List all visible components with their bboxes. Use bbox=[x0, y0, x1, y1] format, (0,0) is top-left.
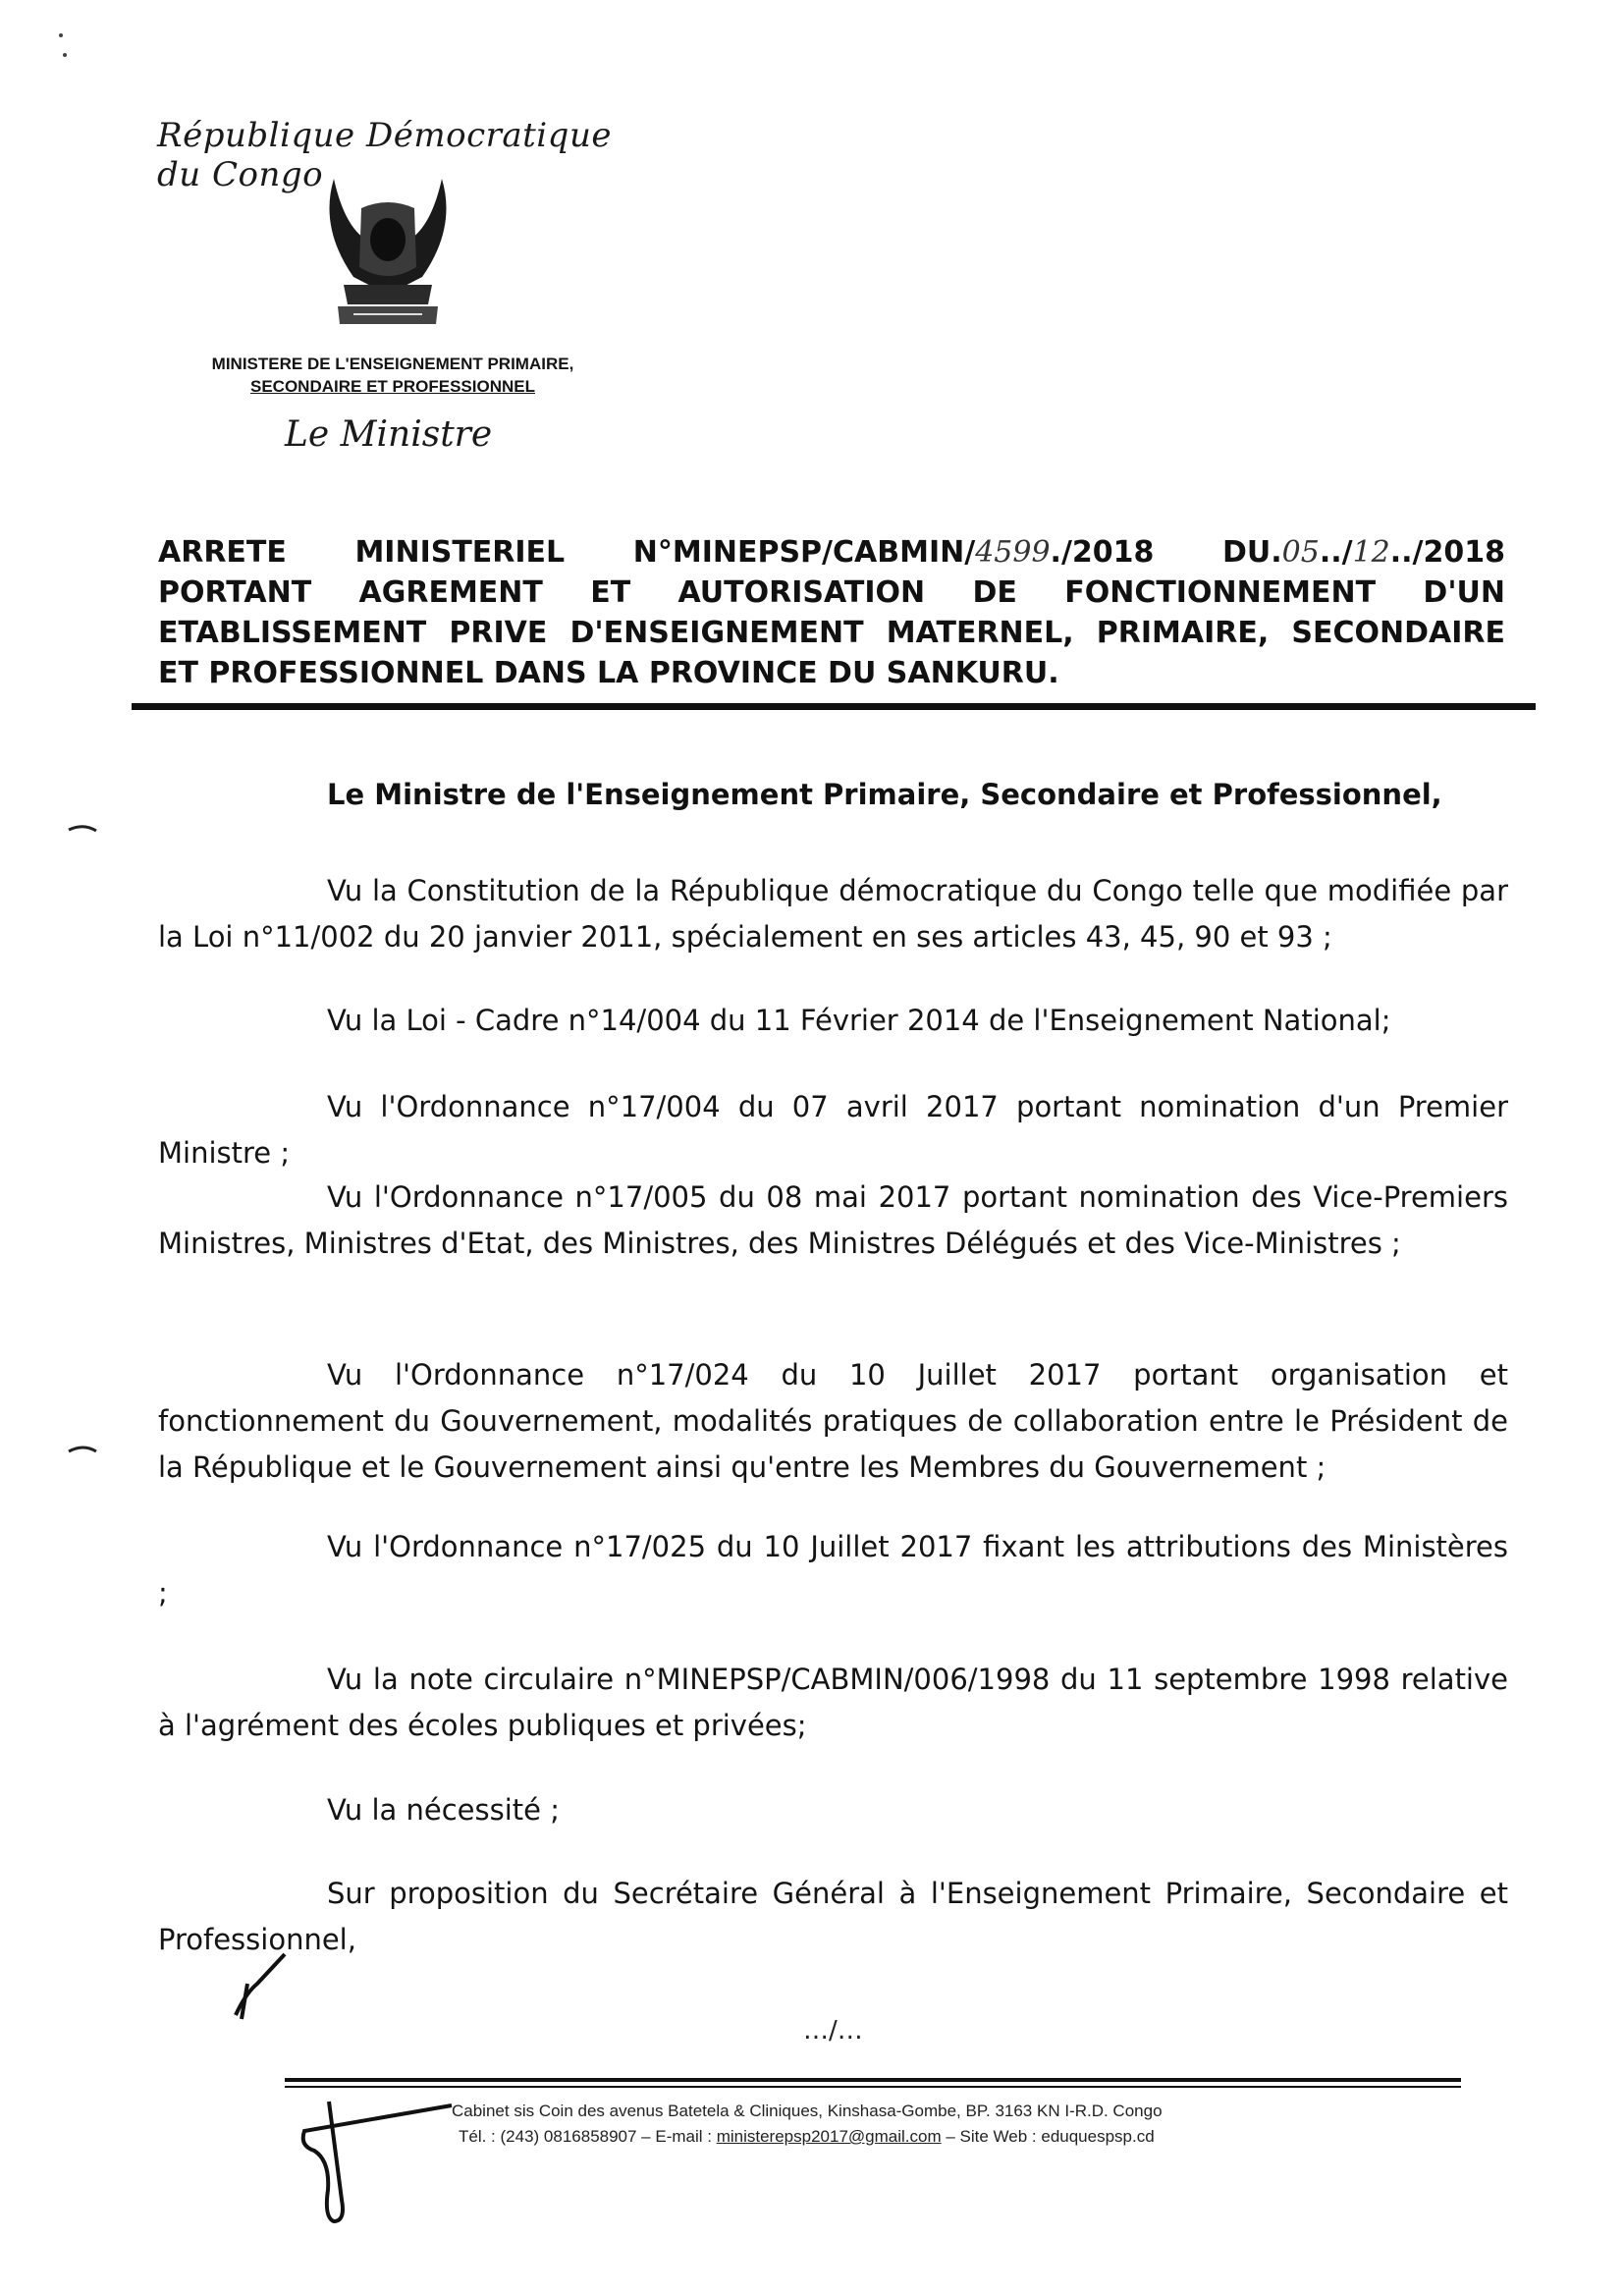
footer-address: Cabinet sis Coin des avenus Batetela & Cliniques, Kinshasa-Gombe, BP. 3163 KN I-R.D. Congo bbox=[452, 2102, 1163, 2120]
coat-of-arms-emblem bbox=[314, 169, 461, 331]
title-divider bbox=[132, 703, 1536, 710]
initial-mark-1 bbox=[236, 1954, 285, 2015]
footer-contact: Tél. : (243) 0816858907 – E-mail : ministerepsp2017@gmail.com – Site Web : eduquespsp.cd bbox=[459, 2127, 1155, 2146]
decree-title-line-4: ET PROFESSIONNEL DANS LA PROVINCE DU SANKURU. bbox=[158, 656, 1059, 690]
scan-dot-1 bbox=[59, 33, 63, 37]
decree-title-line-3: ETABLISSEMENT PRIVE D'ENSEIGNEMENT MATERNEL, PRIMAIRE, SECONDAIRE bbox=[158, 616, 1505, 650]
paragraph-ordonnance-004: Vu l'Ordonnance n°17/004 du 07 avril 2017 portant nomination d'un Premier Ministre ; bbox=[158, 1090, 1508, 1170]
handwritten-decree-number: 4599 bbox=[975, 535, 1051, 570]
handwritten-day: 05 bbox=[1281, 535, 1320, 570]
paragraph-constitution: Vu la Constitution de la République démocratique du Congo telle que modifiée par la Loi n°11/002 du 20 janvier 2011, spécialement en ses articles 43, 45, 90 et 93 ; bbox=[158, 874, 1508, 954]
paragraph-ordonnance-024: Vu l'Ordonnance n°17/024 du 10 Juillet 2017 portant organisation et fonctionnement du Gouvernement, modalités pratiques de collaboration entre le Président de la République et le Gouvernement ainsi qu'entre les Membres du Gouvernement ; bbox=[158, 1358, 1508, 1484]
scan-mark-1 bbox=[69, 827, 96, 831]
ministry-name-line-2 bbox=[147, 377, 638, 397]
handwritten-month: 12 bbox=[1352, 535, 1390, 570]
footer-initial-mark bbox=[303, 2102, 452, 2221]
paragraph-ordonnance-005: Vu l'Ordonnance n°17/005 du 08 mai 2017 portant nomination des Vice-Premiers Ministres, Ministres d'Etat, des Ministres, des Ministres Délégués et des Vice-Ministres ; bbox=[158, 1180, 1508, 1260]
paragraph-loi-cadre: Vu la Loi - Cadre n°14/004 du 11 Février 2014 de l'Enseignement National; bbox=[327, 1004, 1391, 1037]
office-signature-heading: Le Ministre bbox=[285, 414, 493, 455]
footer-email: ministerepsp2017@gmail.com bbox=[716, 2127, 942, 2146]
decree-title-line-1: ARRETE MINISTERIEL N°MINEPSP/CABMIN/4599./2018 DU.05../12../2018 bbox=[158, 535, 1506, 570]
scan-dot-2 bbox=[63, 53, 67, 57]
paragraph-note-circulaire: Vu la note circulaire n°MINEPSP/CABMIN/006/1998 du 11 septembre 1998 relative à l'agrément des écoles publiques et privées; bbox=[158, 1663, 1508, 1742]
footer-rule-top bbox=[285, 2078, 1461, 2082]
footer-rule-bottom bbox=[285, 2086, 1461, 2088]
page-continuation-mark: …/… bbox=[803, 2016, 863, 2046]
minister-heading: Le Ministre de l'Enseignement Primaire, Secondaire et Professionnel, bbox=[327, 778, 1442, 811]
paragraph-proposition: Sur proposition du Secrétaire Général à l'Enseignement Primaire, Secondaire et Professionnel, bbox=[158, 1877, 1508, 1956]
paragraph-necessite: Vu la nécessité ; bbox=[327, 1793, 560, 1827]
paragraph-ordonnance-025: Vu l'Ordonnance n°17/025 du 10 Juillet 2017 fixant les attributions des Ministères ; bbox=[158, 1530, 1508, 1610]
scan-mark-2 bbox=[69, 1447, 96, 1451]
initial-mark-2 bbox=[242, 1984, 247, 2019]
decree-title-line-2: PORTANT AGREMENT ET AUTORISATION DE FONCTIONNEMENT D'UN bbox=[158, 575, 1505, 610]
ministry-name-line-1: MINISTERE DE L'ENSEIGNEMENT PRIMAIRE, bbox=[211, 355, 574, 373]
republic-heading: République Démocratique du Congo bbox=[157, 116, 612, 194]
decree-title bbox=[158, 532, 1505, 693]
ministry-name-line-2-text: SECONDAIRE ET PROFESSIONNEL bbox=[250, 377, 535, 396]
